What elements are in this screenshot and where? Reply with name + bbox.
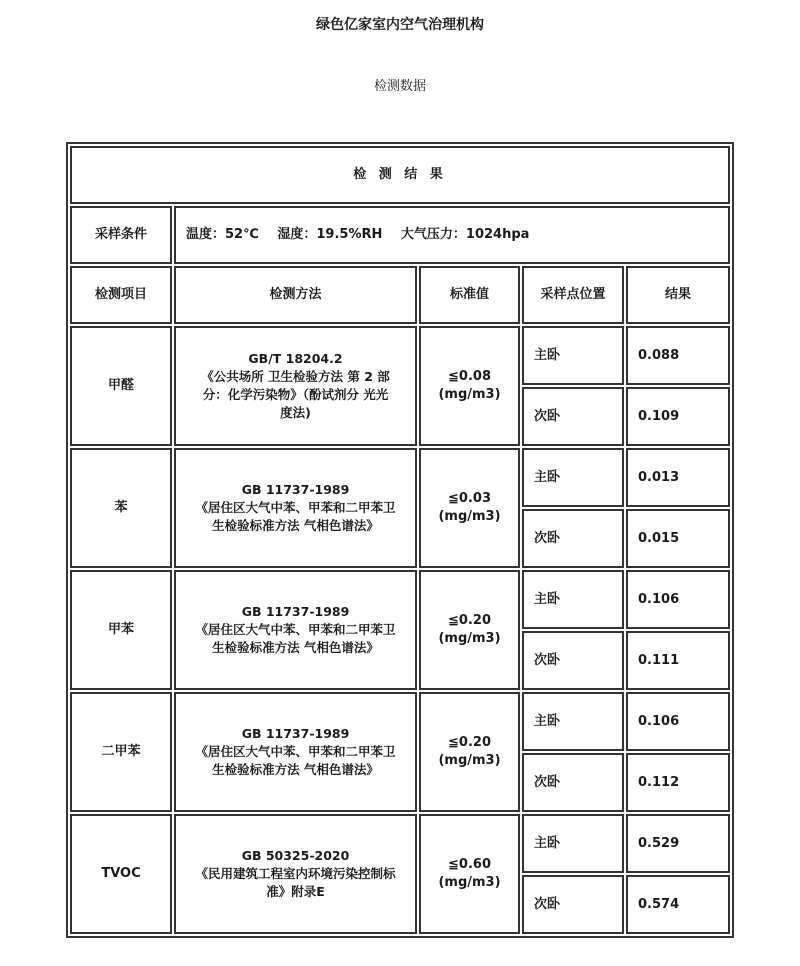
standard-unit: (mg/m3) xyxy=(438,631,501,646)
table-row xyxy=(70,326,730,385)
result-value: 0.106 xyxy=(626,692,730,751)
method-cell xyxy=(174,326,417,446)
method-line: 《居住区大气中苯、甲苯和二甲苯卫 xyxy=(195,622,396,637)
table-row xyxy=(70,448,730,507)
table-row xyxy=(70,814,730,873)
standard-limit: ≦0.03 xyxy=(448,491,491,506)
sample-location: 主卧 xyxy=(522,814,624,873)
sample-location: 主卧 xyxy=(522,326,624,385)
result-value: 0.109 xyxy=(626,387,730,446)
result-value: 0.013 xyxy=(626,448,730,507)
item-name: TVOC xyxy=(70,814,172,934)
standard-limit: ≦0.60 xyxy=(448,857,491,872)
item-name: 二甲苯 xyxy=(70,692,172,812)
column-header: 标准值 xyxy=(419,266,520,324)
result-value: 0.106 xyxy=(626,570,730,629)
standard-limit: ≦0.08 xyxy=(448,369,491,384)
table-row xyxy=(70,692,730,751)
item-name: 甲苯 xyxy=(70,570,172,690)
result-value: 0.015 xyxy=(626,509,730,568)
standard-limit: ≦0.20 xyxy=(448,735,491,750)
org-title: 绿色亿家室内空气治理机构 xyxy=(316,17,484,33)
method-line: 《居住区大气中苯、甲苯和二甲苯卫 xyxy=(195,500,396,515)
sample-location: 次卧 xyxy=(522,875,624,934)
method-line: 分：化学污染物》（酚试剂分 光光 xyxy=(202,387,389,402)
column-header: 检测项目 xyxy=(70,266,172,324)
standard-cell xyxy=(419,814,520,934)
column-header: 检测方法 xyxy=(174,266,417,324)
result-value: 0.574 xyxy=(626,875,730,934)
method-cell xyxy=(174,448,417,568)
conditions-cell xyxy=(174,206,730,264)
method-line: 《民用建筑工程室内环境污染控制标 xyxy=(195,866,396,881)
table-title: 检 测 结 果 xyxy=(70,146,730,204)
temperature-value: 温度：52℃ xyxy=(186,227,259,242)
sample-location: 次卧 xyxy=(522,753,624,812)
item-name: 甲醛 xyxy=(70,326,172,446)
column-header-row xyxy=(70,266,730,324)
standard-limit: ≦0.20 xyxy=(448,613,491,628)
result-value: 0.088 xyxy=(626,326,730,385)
standard-unit: (mg/m3) xyxy=(438,387,501,402)
standard-unit: (mg/m3) xyxy=(438,509,501,524)
results-table xyxy=(66,142,734,938)
method-cell xyxy=(174,692,417,812)
sample-location: 主卧 xyxy=(522,448,624,507)
result-value: 0.112 xyxy=(626,753,730,812)
humidity-value: 湿度：19.5%RH xyxy=(277,227,383,242)
method-line: 《公共场所 卫生检验方法 第 2 部 xyxy=(201,369,390,384)
table-row xyxy=(70,570,730,629)
item-name: 苯 xyxy=(70,448,172,568)
standard-cell xyxy=(419,448,520,568)
method-line: 生检验标准方法 气相色谱法》 xyxy=(212,518,379,533)
method-line: GB 11737-1989 xyxy=(241,482,350,497)
sample-location: 次卧 xyxy=(522,387,624,446)
method-line: 度法) xyxy=(280,405,311,420)
standard-cell xyxy=(419,326,520,446)
method-line: GB 11737-1989 xyxy=(241,604,350,619)
result-value: 0.111 xyxy=(626,631,730,690)
standard-unit: (mg/m3) xyxy=(438,875,501,890)
method-line: 生检验标准方法 气相色谱法》 xyxy=(212,762,379,777)
method-line: 生检验标准方法 气相色谱法》 xyxy=(212,640,379,655)
result-value: 0.529 xyxy=(626,814,730,873)
method-line: 《居住区大气中苯、甲苯和二甲苯卫 xyxy=(195,744,396,759)
sample-location: 主卧 xyxy=(522,570,624,629)
standard-cell xyxy=(419,692,520,812)
column-header: 采样点位置 xyxy=(522,266,624,324)
document-subtitle: 检测数据 xyxy=(373,79,426,94)
method-line: GB/T 18204.2 xyxy=(248,351,343,366)
method-line: GB 11737-1989 xyxy=(241,726,350,741)
method-line: 准》附录E xyxy=(266,884,325,899)
standard-unit: (mg/m3) xyxy=(438,753,501,768)
standard-cell xyxy=(419,570,520,690)
method-line: GB 50325-2020 xyxy=(241,848,350,863)
method-cell xyxy=(174,814,417,934)
column-header: 结果 xyxy=(626,266,730,324)
conditions-label: 采样条件 xyxy=(70,206,172,264)
sample-location: 次卧 xyxy=(522,509,624,568)
sample-location: 主卧 xyxy=(522,692,624,751)
sample-location: 次卧 xyxy=(522,631,624,690)
method-cell xyxy=(174,570,417,690)
pressure-value: 大气压力：1024hpa xyxy=(400,227,530,242)
